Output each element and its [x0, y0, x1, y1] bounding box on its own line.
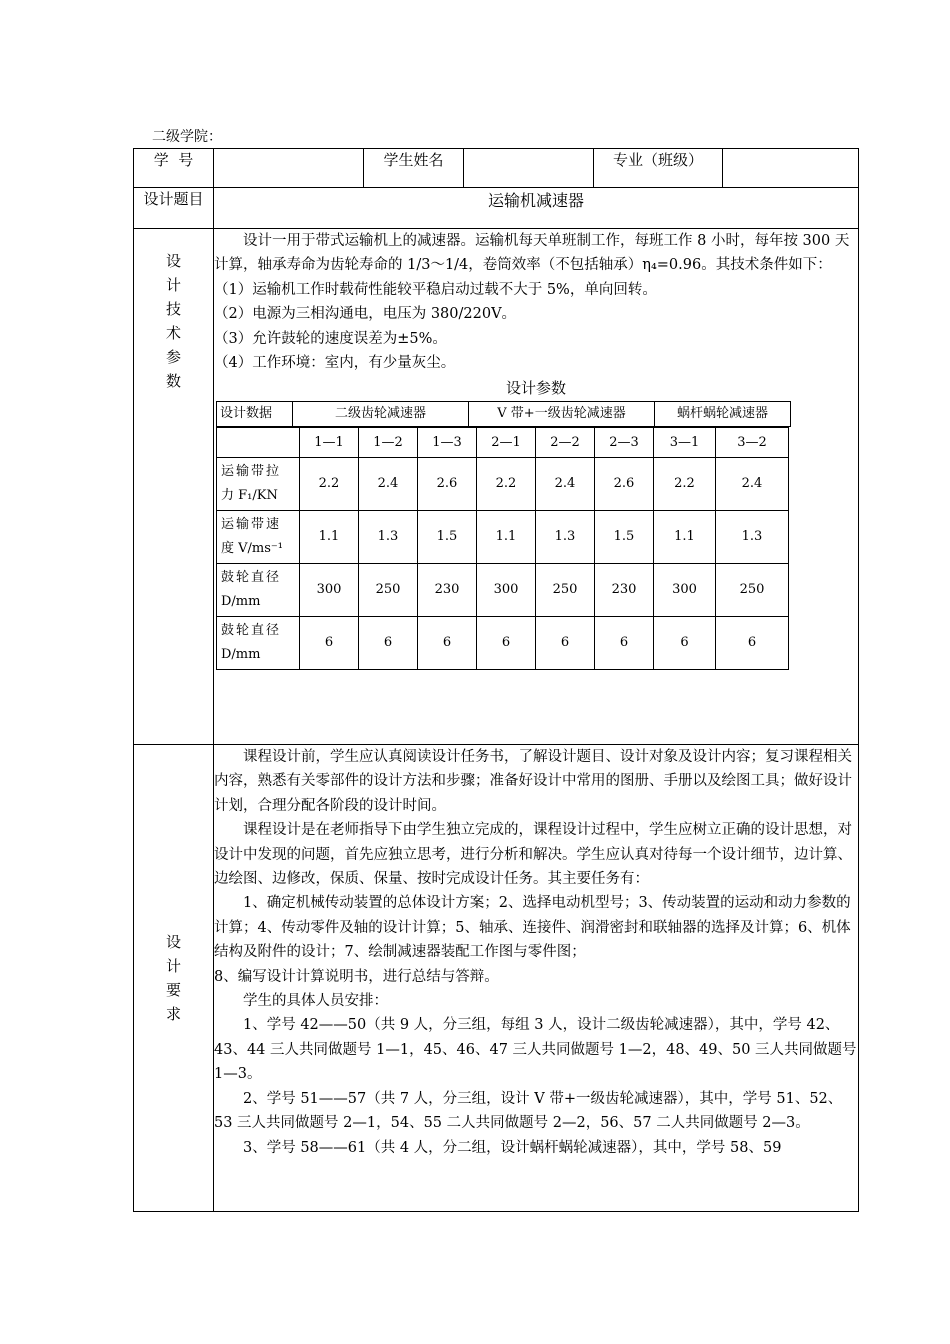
data-cell: 2.4 [536, 458, 595, 511]
topic-label: 设计题目 [134, 188, 214, 229]
data-cell: 1.1 [300, 511, 359, 564]
row-label [217, 458, 300, 511]
requirements-label [134, 745, 214, 1212]
header-row [134, 149, 859, 188]
topic-value: 运输机减速器 [214, 188, 859, 229]
data-cell: 250 [536, 564, 595, 617]
data-cell: 6 [477, 617, 536, 670]
student-id-field[interactable] [214, 149, 364, 188]
student-id-label: 学 号 [134, 149, 214, 188]
tech-label-char: 术 [165, 324, 181, 342]
data-cell: 6 [595, 617, 654, 670]
row-label [217, 511, 300, 564]
empty-corner-cell [217, 428, 300, 458]
req-label-char: 求 [165, 1005, 181, 1023]
row-label [217, 617, 300, 670]
student-name-field[interactable] [464, 149, 594, 188]
data-cell: 6 [359, 617, 418, 670]
major-field[interactable] [723, 149, 859, 188]
tech-intro: 设计一用于带式运输机上的减速器。运输机每天单班制工作，每班工作 8 小时，每年按 300 天计算，轴承寿命为齿轮寿命的 1/3～1/4，卷筒效率（不包括轴承）η₄=0.96。其技术条件如下： [214, 233, 850, 274]
data-cell: 230 [595, 564, 654, 617]
group-header: V 带+一级齿轮减速器 [469, 401, 655, 426]
data-cell: 1.1 [654, 511, 716, 564]
row-label-text: 鼓轮直径 [221, 570, 282, 586]
data-cell: 250 [359, 564, 418, 617]
req-paragraph: 2、学号 51——57（共 7 人，分三组，设计 V 带+一级齿轮减速器），其中，学号 51、52、53 三人共同做题号 2—1，54、55 二人共同做题号 2—2，56、57 二人共同做题号 2—3。 [214, 1090, 843, 1132]
major-label: 专业（班级） [594, 149, 723, 188]
tech-params-label [134, 229, 214, 745]
tech-label-char: 数 [165, 372, 181, 390]
tech-params-content [214, 229, 859, 745]
params-group-table [216, 401, 791, 427]
req-label-char: 计 [165, 957, 181, 975]
tech-condition: （2）电源为三相沟通电，电压为 380/220V。 [214, 306, 517, 323]
table-row [217, 458, 789, 511]
params-data-table [216, 427, 789, 670]
data-cell: 2.2 [477, 458, 536, 511]
requirements-row [134, 745, 859, 1212]
tech-condition: （1）运输机工作时载荷性能较平稳启动过载不大于 5%，单向回转。 [214, 281, 657, 298]
group-header: 二级齿轮减速器 [293, 401, 469, 426]
req-paragraph: 1、确定机械传动装置的总体设计方案；2、选择电动机型号；3、传动装置的运动和动力参数的计算；4、传动零件及轴的设计计算；5、轴承、连接件、润滑密封和联轴器的选择及计算；6、机体结构及附件的设计；7、绘制减速器装配工作图与零件图； [214, 895, 851, 961]
table-row [217, 564, 789, 617]
column-header: 3—1 [654, 428, 716, 458]
college-label: 二级学院： [152, 129, 222, 145]
row-label-unit: D/mm [221, 594, 261, 610]
data-cell: 6 [536, 617, 595, 670]
tech-label-char: 技 [165, 300, 181, 318]
group-header: 蜗杆蜗轮减速器 [655, 401, 791, 426]
data-cell: 2.6 [418, 458, 477, 511]
data-cell: 6 [300, 617, 359, 670]
req-paragraph: 课程设计是在老师指导下由学生独立完成的，课程设计过程中，学生应树立正确的设计思想，对设计中发现的问题，首先应独立思考，进行分析和解决。学生应认真对待每一个设计细节，边计算、边绘图、边修改，保质、保量、按时完成设计任务。其主要任务有： [214, 822, 852, 888]
data-cell: 300 [477, 564, 536, 617]
data-cell: 6 [654, 617, 716, 670]
data-cell: 1.3 [536, 511, 595, 564]
tech-label-char: 计 [165, 276, 181, 294]
params-table-title: 设计参数 [505, 379, 566, 398]
row-label [217, 564, 300, 617]
data-cell: 1.3 [359, 511, 418, 564]
row-label-text: 运输带速 [221, 517, 282, 533]
req-paragraph: 课程设计前，学生应认真阅读设计任务书，了解设计题目、设计对象及设计内容；复习课程相关内容，熟悉有关零部件的设计方法和步骤；准备好设计中常用的图册、手册以及绘图工具；做好设计计划，合理分配各阶段的设计时间。 [214, 749, 852, 814]
req-paragraph: 学生的具体人员安排： [243, 993, 388, 1010]
row-label-text: 鼓轮直径 [221, 623, 282, 639]
data-cell: 6 [716, 617, 789, 670]
table-row [217, 617, 789, 670]
params-column-header-row [217, 428, 789, 458]
row-label-unit: 力 F₁/KN [221, 488, 278, 504]
column-header: 1—2 [359, 428, 418, 458]
req-paragraph: 8、编写设计计算说明书，进行总结与答辩。 [214, 968, 499, 985]
tech-params-row [134, 229, 859, 745]
data-cell: 300 [654, 564, 716, 617]
req-label-char: 要 [165, 981, 181, 999]
req-paragraph: 3、学号 58——61（共 4 人，分二组，设计蜗杆蜗轮减速器），其中，学号 58、59 [243, 1139, 782, 1156]
data-cell: 2.2 [654, 458, 716, 511]
column-header: 1—3 [418, 428, 477, 458]
data-cell: 2.2 [300, 458, 359, 511]
tech-condition: （4）工作环境：室内，有少量灰尘。 [214, 355, 456, 372]
data-cell: 1.3 [716, 511, 789, 564]
row-label-unit: 度 V/ms⁻¹ [221, 541, 283, 557]
data-cell: 250 [716, 564, 789, 617]
req-label-char: 设 [165, 933, 181, 951]
tech-condition: （3）允许鼓轮的速度误差为±5%。 [214, 330, 447, 347]
row-label-unit: D/mm [221, 647, 261, 663]
requirements-content [214, 745, 859, 1212]
data-cell: 300 [300, 564, 359, 617]
topic-row [134, 188, 859, 229]
data-cell: 1.5 [418, 511, 477, 564]
data-cell: 230 [418, 564, 477, 617]
column-header: 3—2 [716, 428, 789, 458]
data-cell: 1.1 [477, 511, 536, 564]
task-form-table [133, 148, 859, 1212]
column-header: 2—2 [536, 428, 595, 458]
data-cell: 2.4 [359, 458, 418, 511]
column-header: 2—3 [595, 428, 654, 458]
tech-label-char: 参 [165, 348, 181, 366]
row-label-text: 运输带拉 [221, 464, 282, 480]
group-header-label: 设计数据 [217, 401, 293, 426]
data-cell: 6 [418, 617, 477, 670]
table-row [217, 511, 789, 564]
data-cell: 1.5 [595, 511, 654, 564]
column-header: 1—1 [300, 428, 359, 458]
student-name-label: 学生姓名 [364, 149, 464, 188]
tech-label-char: 设 [165, 252, 181, 270]
req-paragraph: 1、学号 42——50（共 9 人，分三组，每组 3 人，设计二级齿轮减速器），其中，学号 42、43、44 三人共同做题号 1—1，45、46、47 三人共同做题号 1—2，48、49、50 三人共同做题号 1—3。 [214, 1017, 857, 1083]
column-header: 2—1 [477, 428, 536, 458]
data-cell: 2.6 [595, 458, 654, 511]
data-cell: 2.4 [716, 458, 789, 511]
